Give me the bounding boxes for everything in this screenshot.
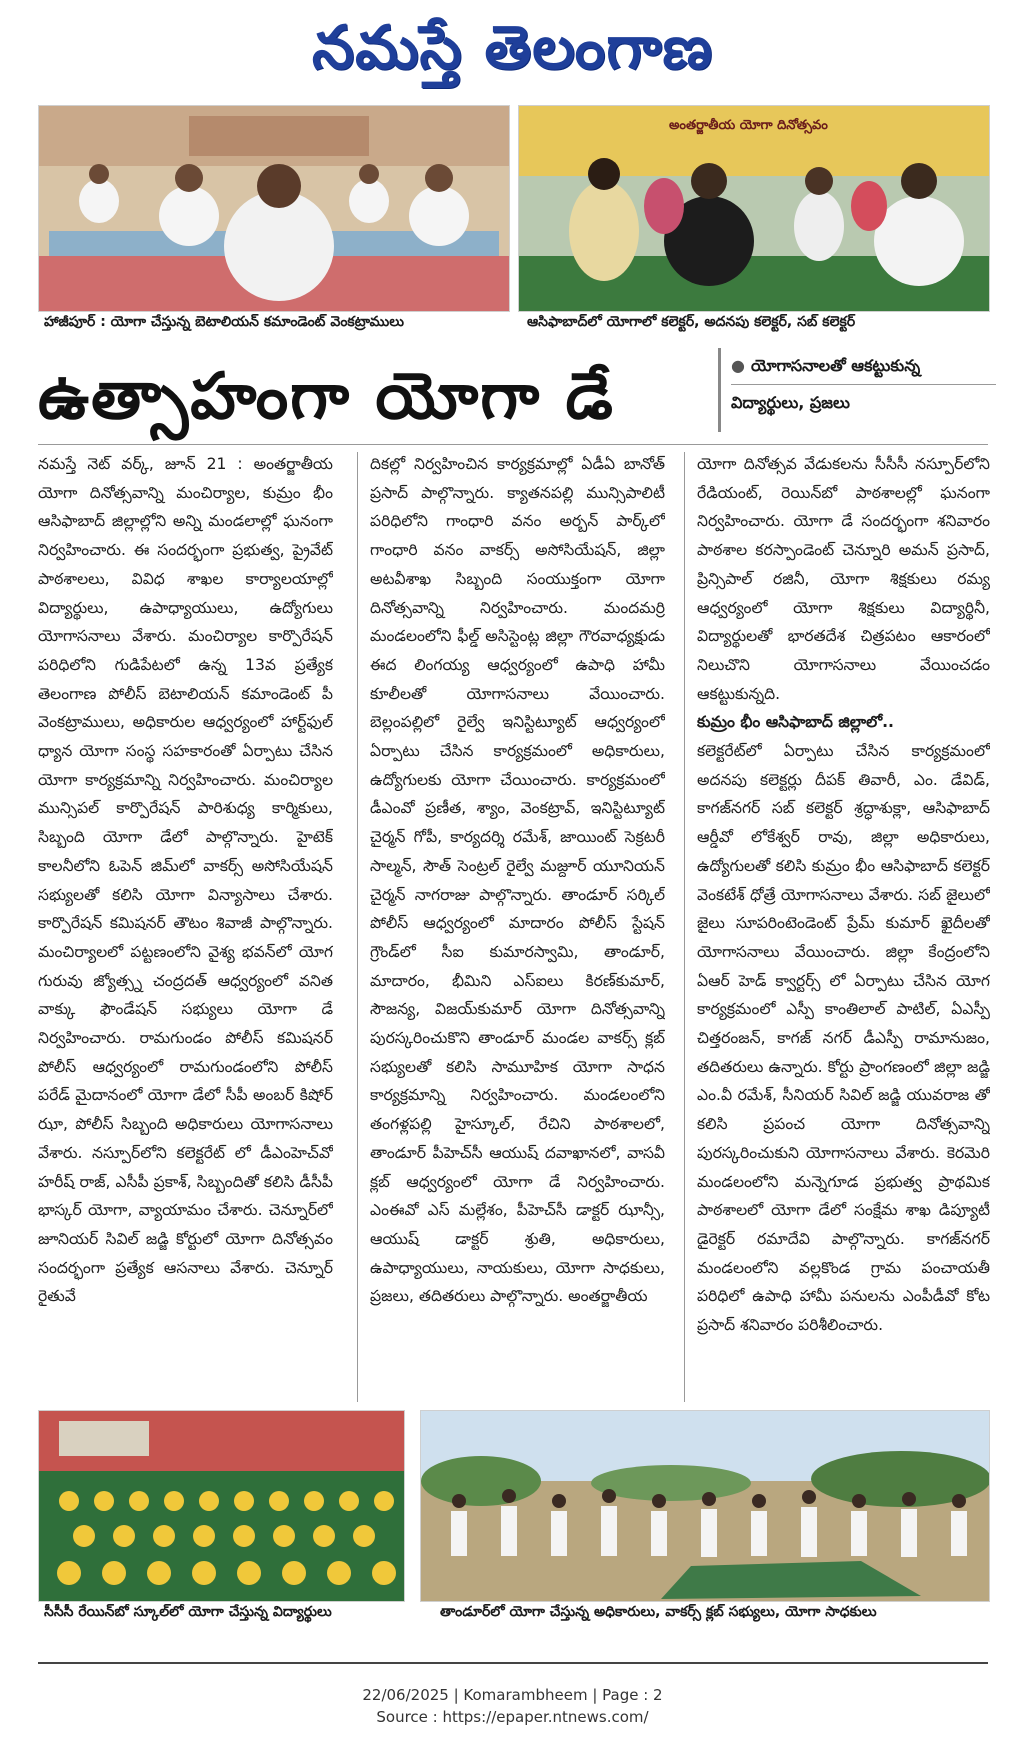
- article-headline: ఉత్సాహంగా యోగా డే: [38, 360, 615, 434]
- column-3-subhead: కుమ్రం భీం ఆసిఫాబాద్ జిల్లాలో..: [697, 713, 894, 732]
- column-3-text-b: కలెక్టరేట్‌లో ఏర్పాటు చేసిన కార్యక్రమంలో అదనపు కలెక్టర్లు దీపక్ తివారీ, ఎం. డేవిడ్, కాగజ్‌నగర్ సబ్ కలెక్టర్ శ్రద్ధాశుక్లా, ఆసిఫాబాద్ ఆర్డీవో లోకేశ్వర్ రావు, జిల్లా అధికారులు, ఉద్యోగులతో కలిసి కుమ్రం భీం ఆసిఫాబాద్ కలెక్టర్ వెంకటేశ్ ధోత్రే యోగాసనాలు వేశారు. సబ్ జైలులో జైలు సూపరింటెండెంట్ ప్రేమ్ కుమార్ ఖైదీలతో యోగాసనాలు వేయించారు. జిల్లా కేంద్రంలోని ఏఆర్ హెడ్ క్వార్టర్స్ లో ఏర్పాటు చేసిన యోగ కార్యక్రమంలో ఎస్పీ కాంతిలాల్ పాటిల్, ఏఎస్పీ చిత్తరంజన్, కాగజ్ నగర్ డీఎస్పీ రామానుజం, తదితరులు ఉన్నారు. కోర్టు ప్రాంగణంలో జిల్లా జడ్జి ఎం.వీ రమేశ్, సీనియర్ సివిల్ జడ్జి యువరాజ తో కలిసి ప్రపంచ యోగా దినోత్సవాన్ని పురస్కరించుకుని యోగాసనాలు వేశారు. కెరమెరి మండలంలోని మన్నెగూడ ప్రభుత్వ ప్రాథమిక పాఠశాలలో యోగా డేలో సంక్షేమ శాఖ డిప్యూటీ డైరెక్టర్ రమాదేవి పాల్గొన్నారు. కాగజ్‌నగర్ మండలంలోని వల్లకొండ గ్రామ పంచాయతీ పరిధిలో ఉపాధి హామీ పనులను ఎంపీడీవో కోట ప్రసాద్ శనివారం పరిశీలించారు.: [697, 742, 990, 1335]
- footer-date-page: 22/06/2025 | Komarambheem | Page : 2: [362, 1686, 663, 1704]
- masthead: [0, 4, 1025, 92]
- photo-collector-yoga: [518, 105, 990, 312]
- article-column-2: [370, 450, 665, 1405]
- bullet-icon: ●: [731, 356, 745, 375]
- column-3-text-a: యోగా దినోత్సవ వేడుకలను సీసీసీ నస్పూర్‌లోని రేడియంట్, రెయిన్‌బో పాఠశాలల్లో ఘనంగా నిర్వహించారు. యోగా డే సందర్భంగా శనివారం పాఠశాల కరస్పాండెంట్ చెన్నూరి అమన్ ప్రసాద్, ప్రిన్సిపాల్ రజినీ, యోగా శిక్షకులు రమ్య ఆధ్వర్యంలో యోగా శిక్షకులు విద్యార్థినీ, విద్యార్థులతో భారతదేశ చిత్రపటం ఆకారంలో నిలుచొని యోగాసనాలు వేయించడం ఆకట్టుకున్నది.: [697, 455, 990, 703]
- caption-bottom-right: తాండూర్‌లో యోగా చేస్తున్న అధికారులు, వాకర్స్ క్లబ్ సభ్యులు, యోగా సాధకులు: [440, 1604, 877, 1620]
- article-column-1: [38, 450, 333, 1405]
- footer-source: Source : https://epaper.ntnews.com/: [376, 1708, 649, 1726]
- caption-bottom-left: సీసీసీ రేయిన్‌బో స్కూల్‌లో యోగా చేస్తున్న విద్యార్థులు: [44, 1604, 332, 1620]
- banner-text: అంతర్జాతీయ యోగా దినోత్సవం: [669, 118, 828, 133]
- article-subhead: [718, 348, 996, 432]
- photo-battalion-yoga: [38, 105, 510, 312]
- column-divider-1: [357, 452, 358, 1402]
- subhead-line-1-text: యోగాసనాలతో ఆకట్టుకున్న: [750, 356, 921, 375]
- caption-top-left: హాజీపూర్ : యోగా చేస్తున్న బెటాలియన్ కమాండెంట్ వెంకట్రాములు: [44, 314, 405, 330]
- photo-school-yoga: [38, 1410, 405, 1602]
- subhead-line-1: [731, 348, 996, 385]
- column-divider-2: [684, 452, 685, 1402]
- column-1-text: నమస్తే నెట్ వర్క్, జూన్ 21 : అంతర్జాతీయ యోగా దినోత్సవాన్ని మంచిర్యాల, కుమ్రం భీం ఆసిఫాబాద్ జిల్లాల్లోని అన్ని మండలాల్లో ఘనంగా నిర్వహించారు. ఈ సందర్భంగా ప్రభుత్వ, ప్రైవేట్ పాఠశాలలు, వివిధ శాఖల కార్యాలయాల్లో విద్యార్థులు, ఉపాధ్యాయులు, ఉద్యోగులు యోగాసనాలు వేశారు. మంచిర్యాల కార్పొరేషన్ పరిధిలోని గుడిపేటలో ఉన్న 13వ ప్రత్యేక తెలంగాణ పోలీస్ బెటాలియన్ కమాండెంట్ పీ వెంకట్రాములు, అధికారుల ఆధ్వర్యంలో హార్ట్‌ఫుల్ ధ్యాన యోగా సంస్థ సహకారంతో ఏర్పాటు చేసిన యోగా కార్యక్రమాన్ని నిర్వహించారు. మంచిర్యాల మున్సిపల్ కార్పొరేషన్ పారిశుధ్య కార్మికులు, సిబ్బంది యోగా డేలో పాల్గొన్నారు. హైటెక్ కాలనీలోని ఓపెన్ జిమ్‌లో వాకర్స్ అసోసియేషన్ సభ్యులతో కలిసి యోగా విన్యాసాలు చేశారు. కార్పొరేషన్ కమిషనర్ తౌటం శివాజీ పాల్గొన్నారు. మంచిర్యాలలో పట్టణంలోని వైశ్య భవన్‌లో యోగ గురువు జ్యోత్స్న చంద్రదత్ ఆధ్వర్యంలో వనిత వాక్కు ఫౌండేషన్ సభ్యులు యోగా డే నిర్వహించారు. రామగుండం పోలీస్ కమిషనర్ పోలీస్ ఆధ్వర్యంలో రామగుండంలోని పోలీస్ పరేడ్ మైదానంలో యోగా డేలో సీపీ అంబర్ కిషోర్ ఝా, పోలీస్ సిబ్బంది అధికారులు యోగాసనాలు వేశారు. నస్పూర్‌లోని కలెక్టరేట్ లో డీఎంహెచ్‌వో హరీష్ రాజ్, ఎసీపీ ప్రకాశ్, సిబ్బందితో కలిసి డీసీపీ భాస్కర్ యోగా, వ్యాయామం చేశారు. చెన్నూర్‌లో జూనియర్ సివిల్ జడ్జి కోర్టులో యోగా దినోత్సవం సందర్భంగా ప్రత్యేక ఆసనాలు వేశారు. చెన్నూర్ రైతువే: [38, 455, 333, 1306]
- column-2-text: దికల్లో నిర్వహించిన కార్యక్రమాల్లో ఏడీఏ బానోత్ ప్రసాద్ పాల్గొన్నారు. క్యాతనపల్లి మున్సిపాలిటీ పరిధిలోని గాంధారి వనం అర్బన్ పార్క్‌లో గాంధారి వనం వాకర్స్ అసోసియేషన్, జిల్లా అటవీశాఖ సిబ్బంది సంయుక్తంగా యోగా దినోత్సవాన్ని నిర్వహించారు. మందమర్రి మండలంలోని ఫీల్డ్ అసిస్టెంట్ల జిల్లా గౌరవాధ్యక్షుడు ఈద లింగయ్య ఆధ్వర్యంలో ఉపాధి హామీ కూలీలతో యోగాసనాలు వేయించారు. బెల్లంపల్లిలో రైల్వే ఇనిస్టిట్యూట్ ఆధ్వర్యంలో ఏర్పాటు చేసిన కార్యక్రమంలో అధికారులు, ఉద్యోగులకు యోగా చేయించారు. కార్యక్రమంలో డీఎంవో ప్రణీత, శ్యాం, వెంకట్రావ్, ఇనిస్టిట్యూట్ చైర్మన్ గోపీ, కార్యదర్శి రమేశ్, జాయింట్ సెక్రటరీ సాల్మన్, సౌత్ సెంట్రల్ రైల్వే మజ్దూర్ యూనియన్ చైర్మన్ నాగరాజు పాల్గొన్నారు. తాండూర్ సర్కిల్ పోలీస్ ఆధ్వర్యంలో మాదారం పోలీస్ స్టేషన్ గ్రౌండ్‌లో సీఐ కుమారస్వామి, తాండూర్, మాదారం, భీమిని ఎస్ఐలు కిరణ్‌కుమార్, సౌజన్య, విజయ్‌కుమార్ యోగా దినోత్సవాన్ని పురస్కరించుకొని తాండూర్ మండల వాకర్స్ క్లబ్ సభ్యులతో కలిసి సామూహిక యోగా సాధన కార్యక్రమాన్ని నిర్వహించారు. మండలంలోని తంగళ్లపల్లి హైస్కూల్, రేచిని పాఠశాలలో, తాండూర్ పీహెచ్‌సీ ఆయుష్ దవాఖానలో, వాసవీ క్లబ్ ఆధ్వర్యంలో యోగా డే నిర్వహించారు. ఎంఈవో ఎస్ మల్లేశం, పీహెచ్‌సీ డాక్టర్ ఝాన్సీ, ఆయుష్ డాక్టర్ శ్రుతి, అధికారులు, ఉపాధ్యాయులు, నాయకులు, యోగా సాధకులు, ప్రజలు, తదితరులు పాల్గొన్నారు. అంతర్జాతీయ: [370, 455, 665, 1306]
- article-column-3: [697, 450, 990, 1405]
- subhead-line-2: విద్యార్థులు, ప్రజలు: [731, 393, 850, 412]
- photo-ground-yoga: [420, 1410, 990, 1602]
- masthead-title: నమస్తే తెలంగాణ: [311, 13, 714, 83]
- caption-top-right: ఆసిఫాబాద్‌లో యోగాలో కలెక్టర్, అదనపు కలెక్టర్, సబ్ కలెక్టర్: [527, 314, 856, 330]
- bottom-rule: [38, 1662, 988, 1664]
- headline-rule: [38, 444, 988, 445]
